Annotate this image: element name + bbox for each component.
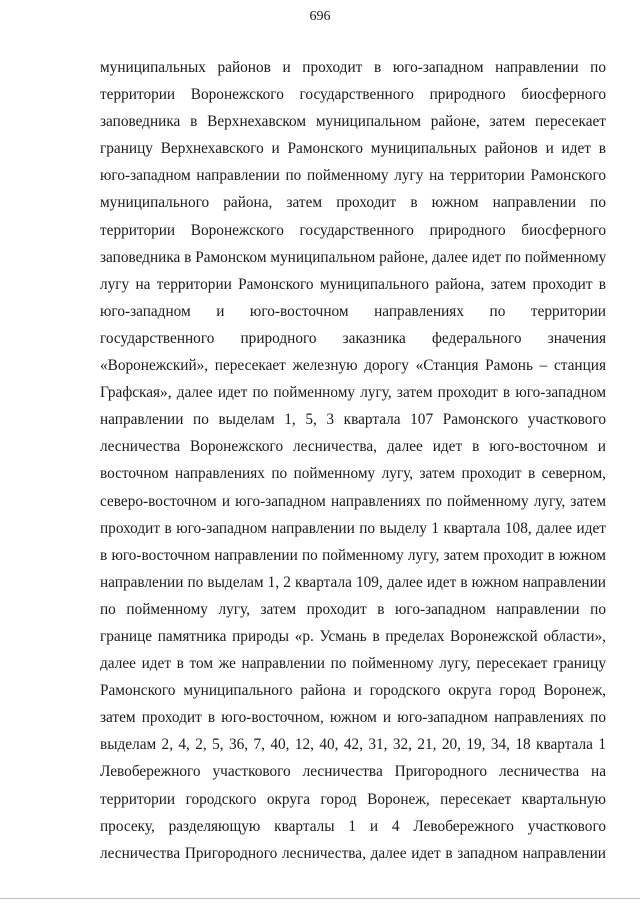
text-line: Рамонского муниципального района и городского округа город Воронеж, (100, 682, 606, 700)
text-line: по пойменному лугу, затем проходит в юго-западном направлении по (100, 600, 606, 618)
text-line: муниципального района, затем проходит в южном направлении по (100, 194, 606, 212)
text-line: государственного природного заказника федерального значения (100, 329, 606, 347)
text-line: Левобережного участкового лесничества Пригородного лесничества на (100, 763, 606, 781)
text-line: заповедника в Рамонском муниципальном районе, далее идет по пойменному (100, 248, 606, 266)
body-paragraph (100, 54, 606, 867)
text-line: заповедника в Верхнехавском муниципальном районе, затем пересекает (100, 113, 606, 131)
text-line: далее идет в том же направлении по пойменному лугу, пересекает границу (100, 655, 606, 673)
text-line: просеку, разделяющую кварталы 1 и 4 Левобережного участкового (100, 817, 606, 835)
text-line: территории Воронежского государственного природного биосферного (100, 221, 606, 239)
text-line: лесничества Пригородного лесничества, далее идет в западном направлении (100, 844, 606, 862)
text-line: направлении по выделам 1, 2 квартала 109, далее идет в южном направлении (100, 573, 606, 591)
text-line: проходит в юго-западном направлении по выделу 1 квартала 108, далее идет (100, 519, 606, 537)
text-line: северо-восточном и юго-западном направлениях по пойменному лугу, затем (100, 492, 606, 510)
text-line: лесничества Воронежского лесничества, далее идет в юго-восточном и (100, 438, 606, 456)
text-line: в юго-восточном направлении по пойменному лугу, затем проходит в южном (100, 546, 606, 564)
text-line: лугу на территории Рамонского муниципального района, затем проходит в (100, 275, 606, 293)
text-line: территории городского округа город Воронеж, пересекает квартальную (100, 790, 606, 808)
text-line: юго-западном направлении по пойменному лугу на территории Рамонского (100, 167, 606, 185)
text-line: затем проходит в юго-восточном, южном и юго-западном направлениях по (100, 709, 606, 727)
page-bottom-edge (0, 898, 640, 899)
page-number: 696 (309, 9, 331, 24)
text-line: восточном направлениях по пойменному лугу, затем проходит в северном, (100, 465, 606, 483)
text-line: юго-западном и юго-восточном направлениях по территории (100, 302, 606, 320)
text-line: направлении по выделам 1, 5, 3 квартала 107 Рамонского участкового (100, 411, 606, 429)
text-line: муниципальных районов и проходит в юго-западном направлении по (100, 59, 606, 76)
text-line: «Воронежский», пересекает железную дорогу «Станция Рамонь – станция (100, 357, 606, 375)
text-line: выделам 2, 4, 2, 5, 36, 7, 40, 12, 40, 42, 31, 32, 21, 20, 19, 34, 18 квартала 1 (100, 736, 606, 754)
text-line: границу Верхнехавского и Рамонского муниципальных районов и идет в (100, 140, 606, 158)
text-line: территории Воронежского государственного природного биосферного (100, 86, 606, 104)
text-line: границе памятника природы «р. Усмань в пределах Воронежской области», (100, 627, 606, 645)
text-line: Графская», далее идет по пойменному лугу, затем проходит в юго-западном (100, 384, 606, 402)
